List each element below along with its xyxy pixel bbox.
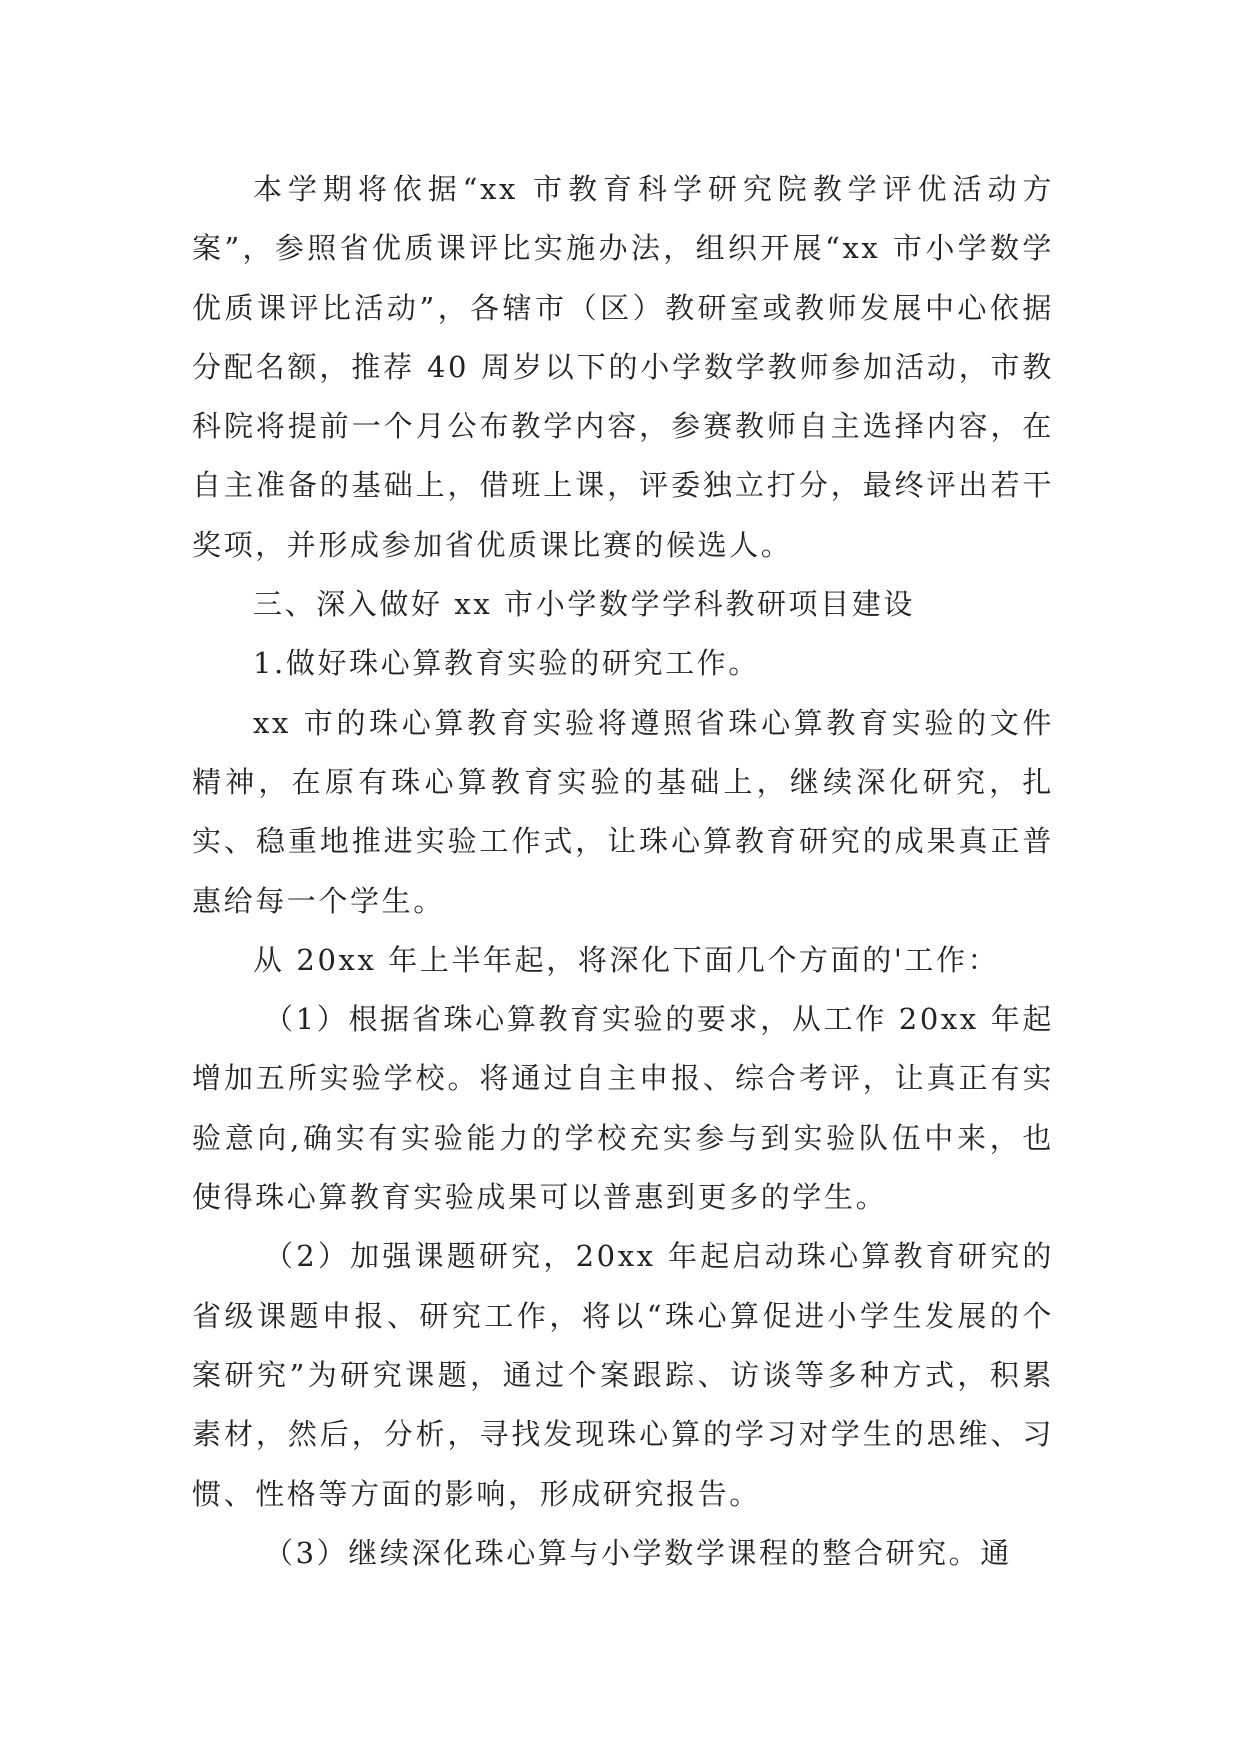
document-page <box>192 160 1054 1583</box>
paragraph-abacus-experiment: xx 市的珠心算教育实验将遵照省珠心算教育实验的文件精神，在原有珠心算教育实验的基础上，继续深化研究，扎实、稳重地推进实验工作式，让珠心算教育研究的成果真正普惠给每一个学生。 <box>192 705 1054 918</box>
paragraph-work-aspects: 从 20xx 年上半年起，将深化下面几个方面的'工作： <box>253 942 1000 977</box>
paragraph-item-1: （1）根据省珠心算教育实验的要求，从工作 20xx 年起增加五所实验学校。将通过自主申报、综合考评，让真正有实验意向,确实有实验能力的学校充实参与到实验队伍中来，也使得珠心算教育实验成果可以普惠到更多的学生。 <box>192 1002 1054 1215</box>
paragraph-item-3: （3）继续深化珠心算与小学数学课程的整合研究。通 <box>264 1535 1012 1570</box>
paragraph-item-2: （2）加强课题研究，20xx 年起启动珠心算教育研究的省级课题申报、研究工作，将以“珠心算促进小学生发展的个案研究”为研究课题，通过个案跟踪、访谈等多种方式，积累素材，然后，分析，寻找发现珠心算的学习对学生的思维、习惯、性格等方面的影响，形成研究报告。 <box>192 1239 1054 1511</box>
paragraph-evaluation-activity: 本学期将依据“xx 市教育科学研究院教学评优活动方案”，参照省优质课评比实施办法，组织开展“xx 市小学数学优质课评比活动”，各辖市（区）教研室或教师发展中心依据分配名额，推荐 40 周岁以下的小学数学教师参加活动，市教科院将提前一个月公布教学内容，参赛教师自主选择内容，在自主准备的基础上，借班上课，评委独立打分，最终评出若干奖项，并形成参加省优质课比赛的候选人。 <box>192 172 1054 562</box>
section-heading-3: 三、深入做好 xx 市小学数学学科教研项目建设 <box>253 587 915 622</box>
subheading-1: 1.做好珠心算教育实验的研究工作。 <box>253 646 760 681</box>
